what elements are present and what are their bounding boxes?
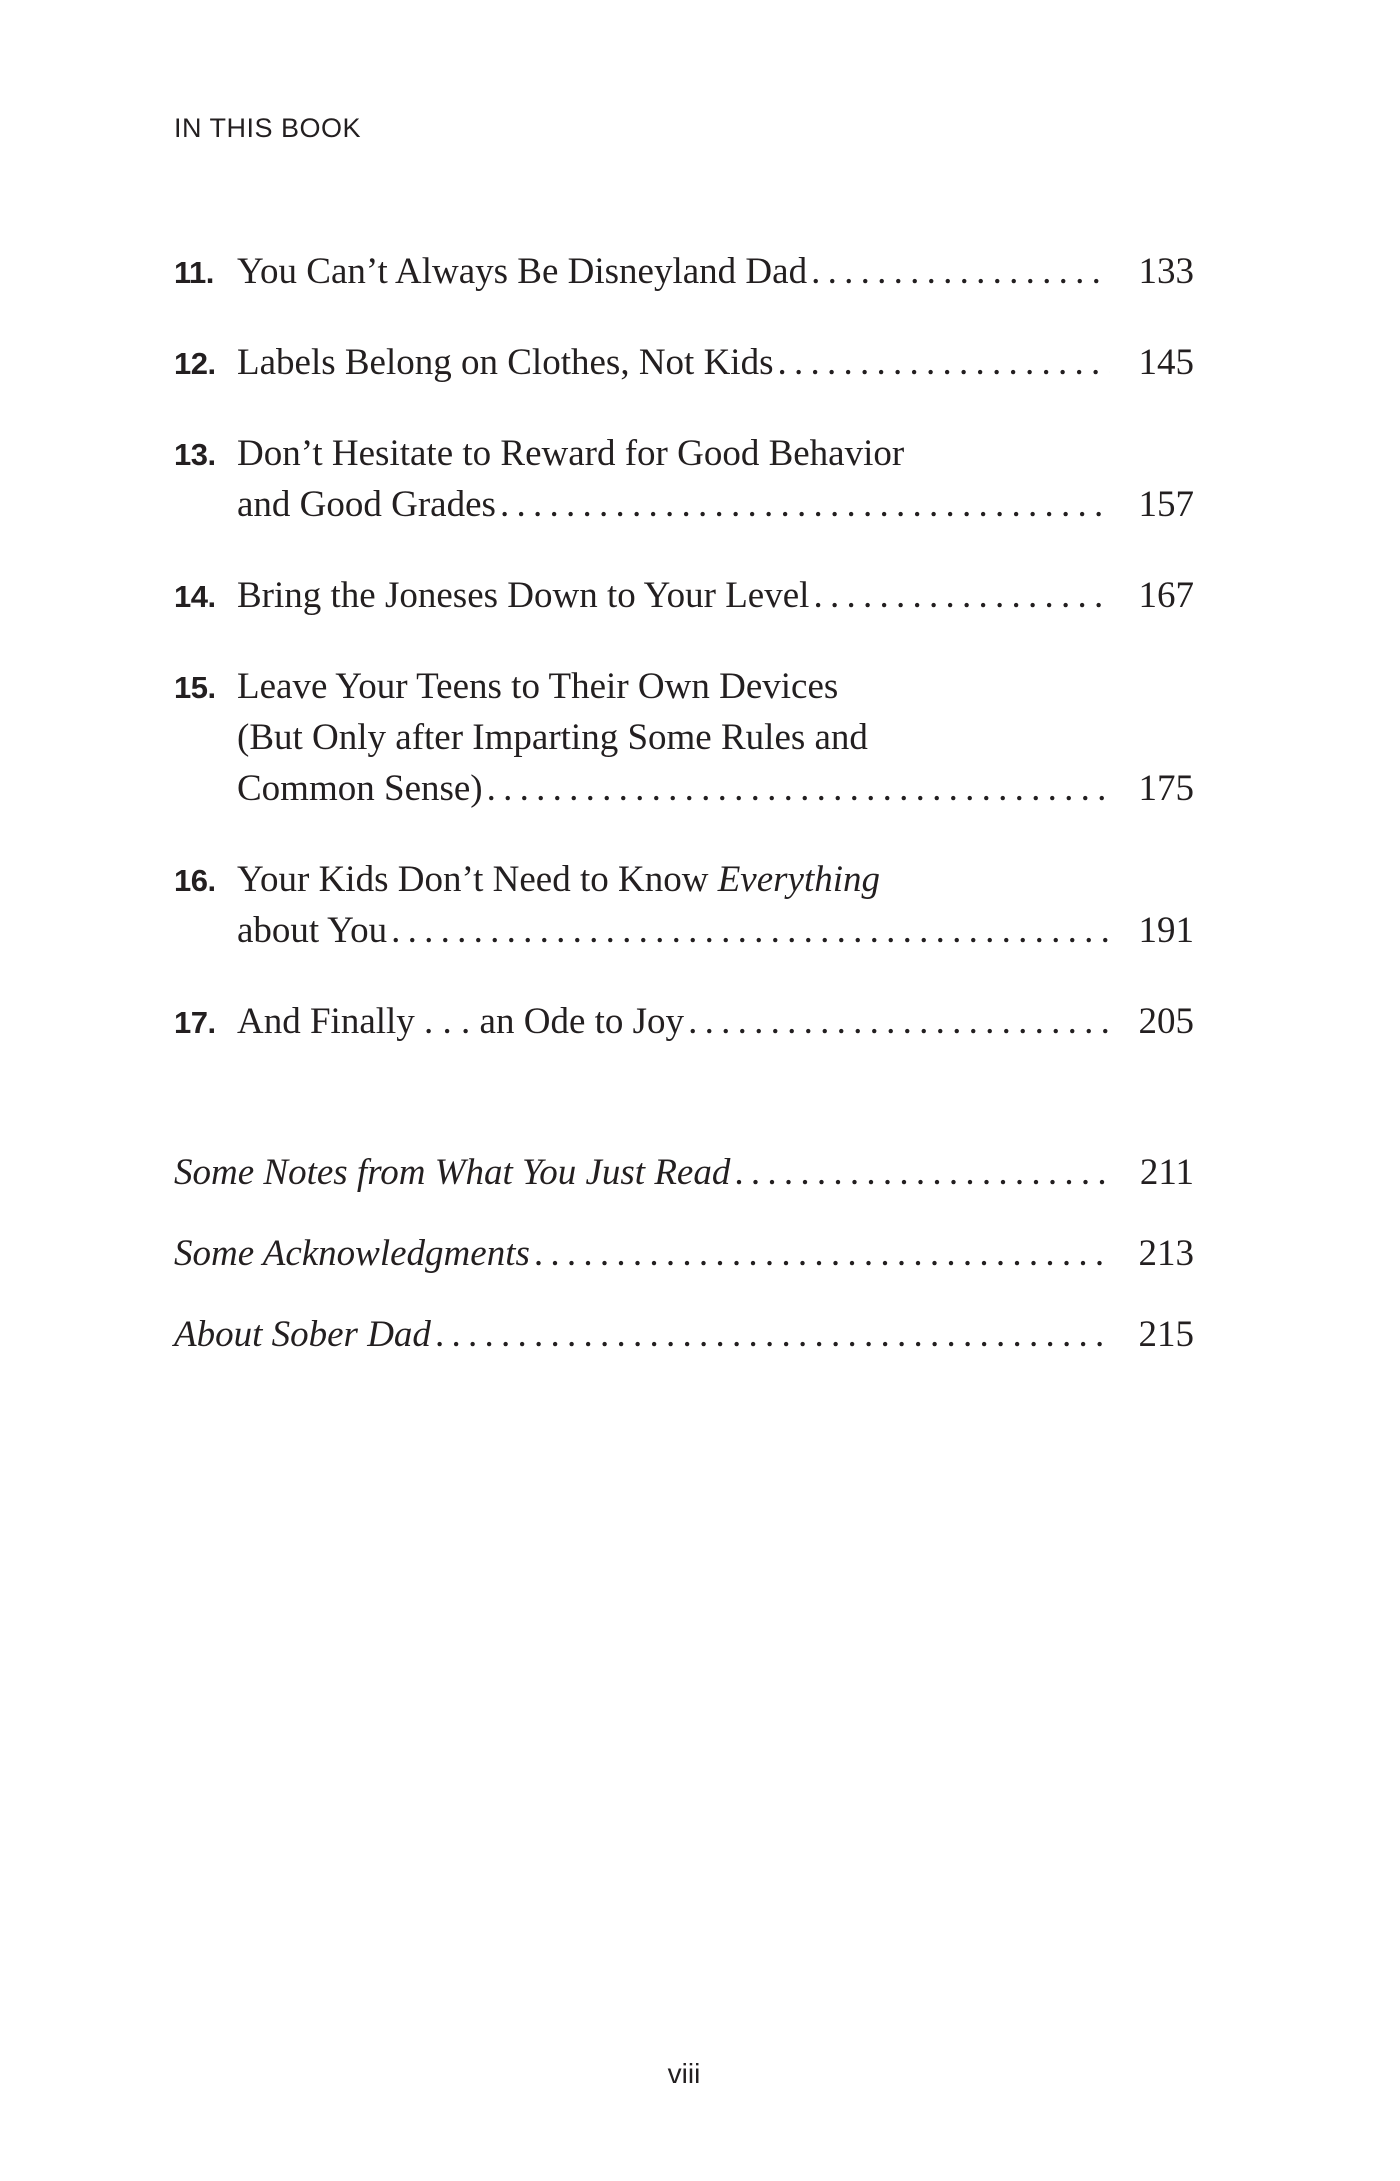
page-number: 157	[1138, 484, 1194, 525]
chapter-number: 15.	[174, 670, 216, 705]
back-matter-title: About Sober Dad	[174, 1314, 431, 1355]
toc-entry-chapter-12[interactable]	[174, 337, 1194, 388]
page-number: 145	[1138, 342, 1194, 383]
table-of-contents	[174, 246, 1194, 1390]
page-number: 215	[1138, 1314, 1194, 1355]
chapter-title: Labels Belong on Clothes, Not Kids	[237, 342, 774, 383]
page-number: 175	[1138, 768, 1194, 809]
chapter-title-line: Common Sense)	[237, 768, 483, 809]
toc-entry-chapter-14[interactable]	[174, 570, 1194, 621]
chapter-title: And Finally . . . an Ode to Joy	[237, 1001, 685, 1042]
dot-leader	[435, 1309, 1110, 1360]
chapter-title-line: (But Only after Imparting Some Rules and	[237, 717, 868, 758]
toc-entry-chapter-13[interactable]	[174, 428, 1194, 530]
chapter-title-line: and Good Grades	[237, 484, 496, 525]
dot-leader	[500, 479, 1110, 530]
chapter-number: 12.	[174, 346, 216, 381]
back-matter-title: Some Acknowledgments	[174, 1233, 530, 1274]
toc-entry-chapter-11[interactable]	[174, 246, 1194, 297]
chapter-title-line: Don’t Hesitate to Reward for Good Behavior	[237, 433, 905, 474]
dot-leader	[534, 1228, 1110, 1279]
chapter-title: Bring the Joneses Down to Your Level	[237, 575, 810, 616]
dot-leader	[811, 246, 1110, 297]
toc-entry-acknowledgments[interactable]	[174, 1228, 1194, 1279]
page-number: 133	[1138, 251, 1194, 292]
page-number: 205	[1138, 1001, 1194, 1042]
dot-leader	[487, 763, 1110, 814]
back-matter-title: Some Notes from What You Just Read	[174, 1152, 731, 1193]
page-number: 167	[1138, 575, 1194, 616]
chapter-number: 11.	[174, 255, 214, 290]
dot-leader	[777, 337, 1110, 388]
chapter-title-line: about You	[237, 910, 388, 951]
toc-entry-chapter-16[interactable]	[174, 854, 1194, 956]
page-folio: viii	[667, 2058, 701, 2089]
chapter-title-line	[237, 854, 1194, 905]
dot-leader	[734, 1147, 1110, 1198]
toc-entry-chapter-17[interactable]	[174, 996, 1194, 1047]
page-number: 191	[1138, 910, 1194, 951]
page-number: 213	[1138, 1233, 1194, 1274]
chapter-number: 14.	[174, 579, 216, 614]
dot-leader	[813, 570, 1110, 621]
chapter-title-emphasis: Everything	[717, 859, 881, 900]
page-number: 211	[1139, 1152, 1194, 1193]
dot-leader	[688, 996, 1110, 1047]
chapter-title-line: Leave Your Teens to Their Own Devices	[237, 666, 839, 707]
section-spacer	[174, 1087, 1194, 1147]
chapter-title: You Can’t Always Be Disneyland Dad	[237, 251, 808, 292]
toc-entry-notes[interactable]	[174, 1147, 1194, 1198]
dot-leader	[391, 905, 1110, 956]
running-head: IN THIS BOOK	[174, 113, 362, 143]
chapter-number: 13.	[174, 437, 216, 472]
toc-entry-chapter-15[interactable]	[174, 661, 1194, 814]
chapter-number: 16.	[174, 863, 216, 898]
chapter-number: 17.	[174, 1005, 216, 1040]
toc-entry-about[interactable]	[174, 1309, 1194, 1360]
chapter-title-text: Your Kids Don’t Need to Know	[237, 859, 718, 900]
